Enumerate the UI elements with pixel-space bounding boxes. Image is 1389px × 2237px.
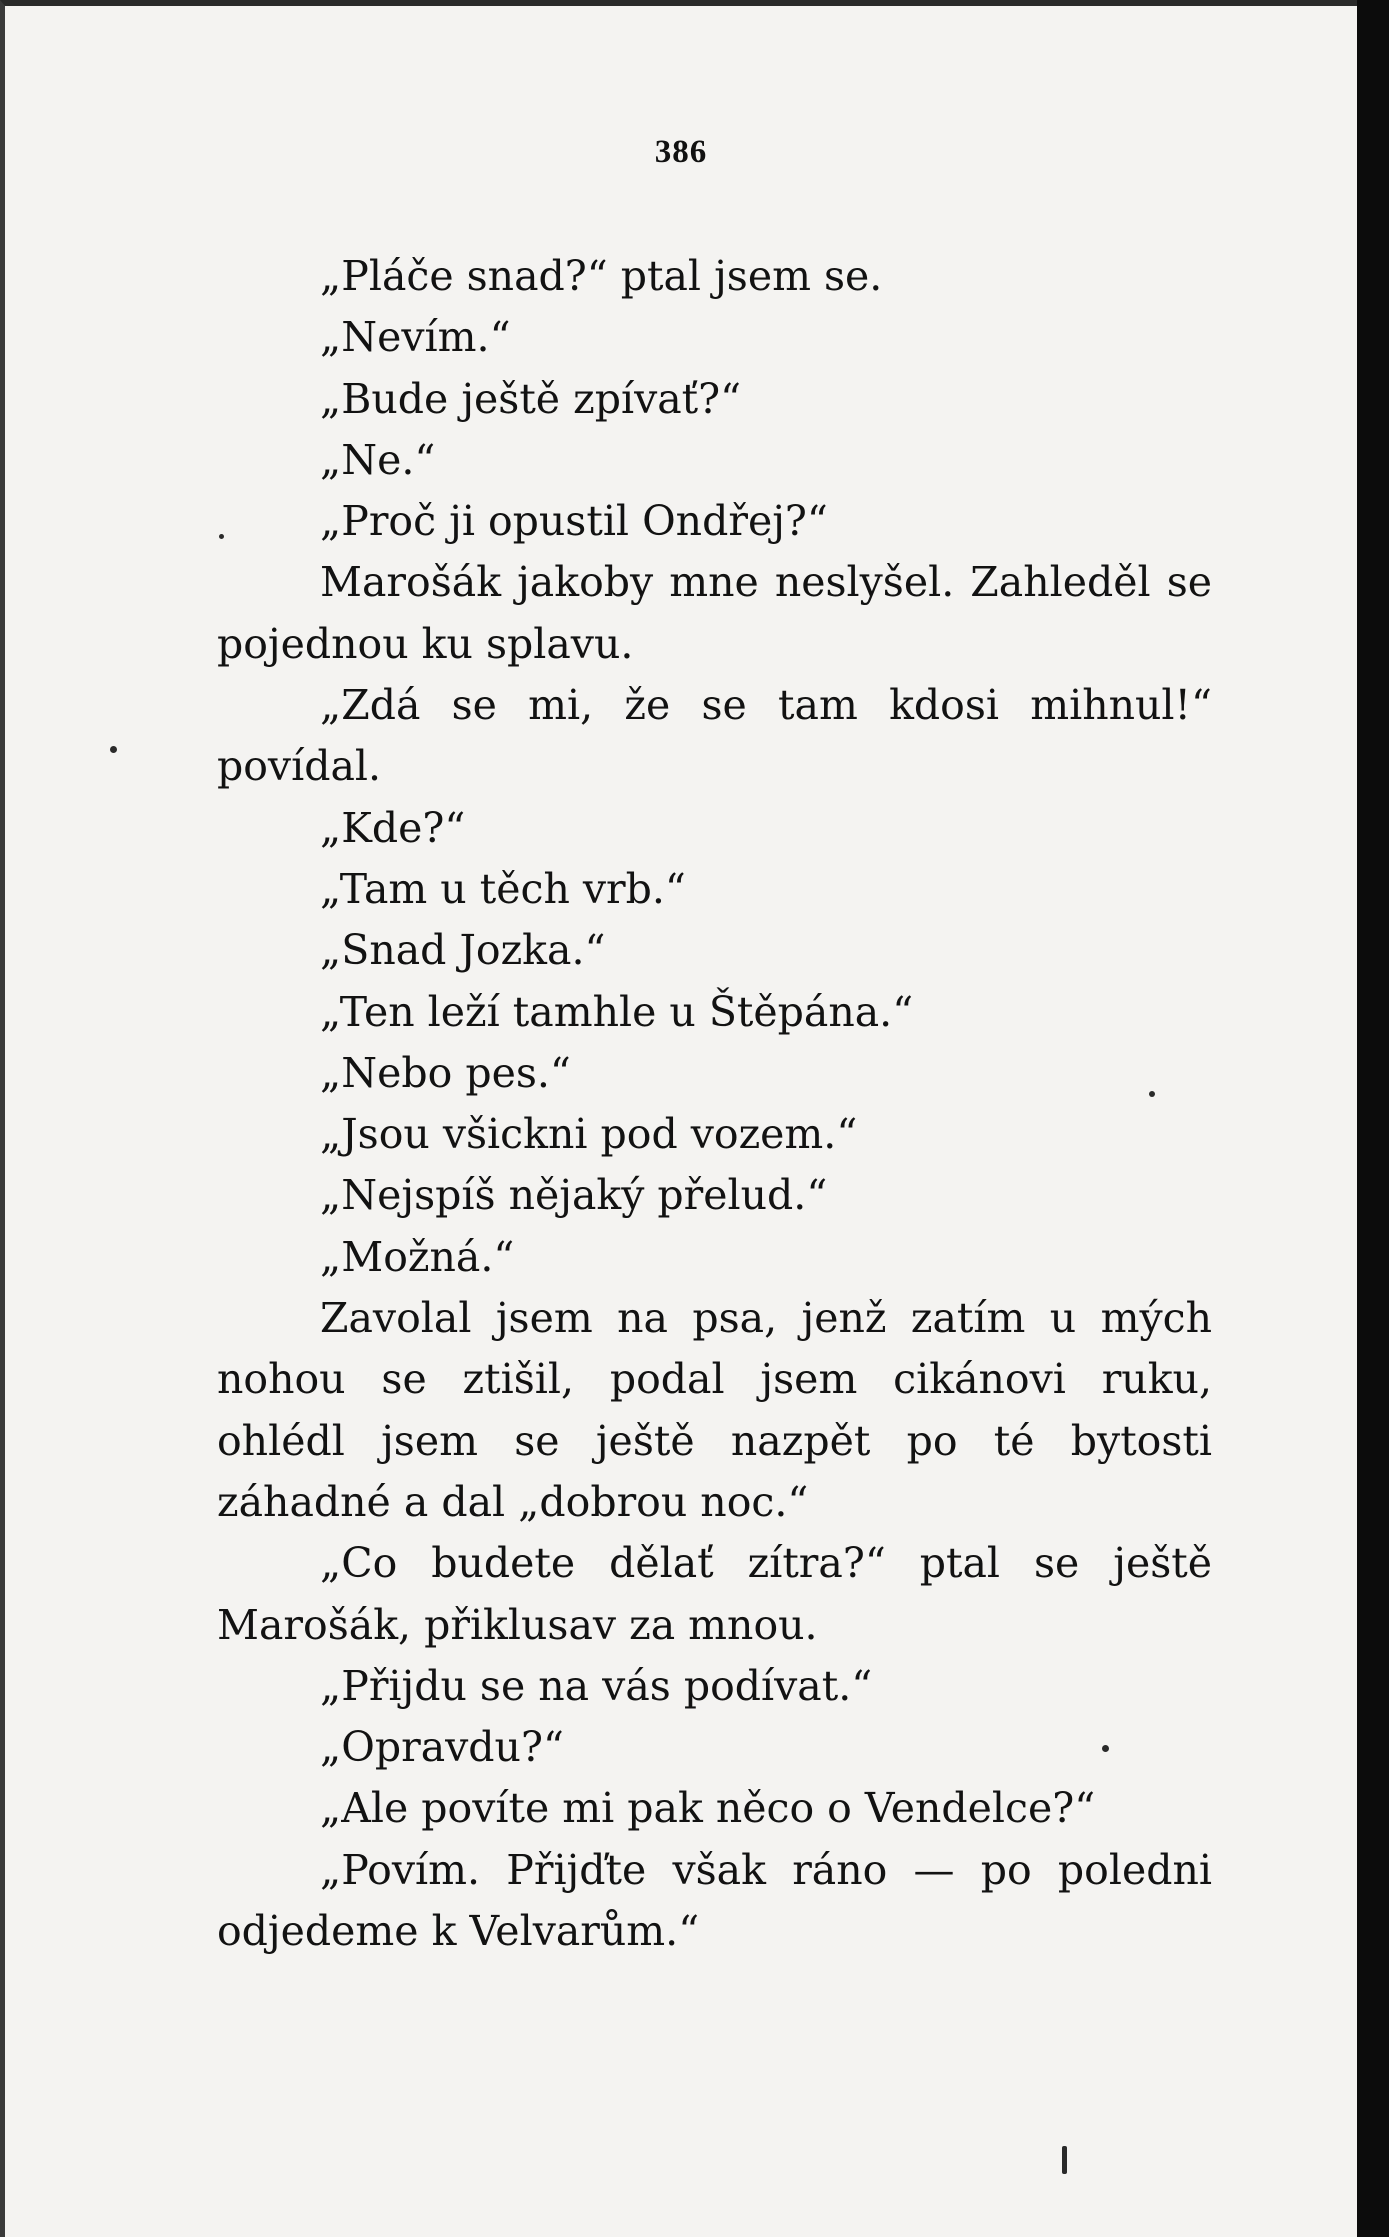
paragraph: „Pláče snad?“ ptal jsem se. bbox=[320, 252, 883, 300]
page-text bbox=[217, 246, 1212, 1962]
scan-speck bbox=[1149, 1091, 1155, 1097]
paragraph: „Povím. Přijďte však ráno — po poledni odjedeme k Velvarům.“ bbox=[217, 1845, 1212, 1956]
paragraph: „Možná.“ bbox=[320, 1232, 515, 1281]
scan-speck bbox=[1062, 2146, 1067, 2174]
paragraph: „Tam u těch vrb.“ bbox=[320, 864, 686, 913]
paragraph: „Opravdu?“ bbox=[320, 1723, 564, 1772]
page-number: 386 bbox=[654, 134, 708, 170]
paragraph: „Jsou všickni pod vozem.“ bbox=[320, 1110, 858, 1159]
paragraph: „Kde?“ bbox=[320, 803, 466, 852]
paragraph: „Co budete dělať zítra?“ ptal se ještě Marošák, přiklusav za mnou. bbox=[217, 1539, 1212, 1649]
paragraph: Marošák jakoby mne neslyšel. Zahleděl se pojednou ku splavu. bbox=[217, 558, 1212, 668]
scan-speck bbox=[110, 746, 117, 753]
paragraph: „Ale povíte mi pak něco o Vendelce?“ bbox=[320, 1784, 1096, 1833]
paragraph: „Ne.“ bbox=[320, 435, 436, 484]
paragraph: „Proč ji opustil Ondřej?“ bbox=[320, 497, 828, 546]
paragraph: „Ten leží tamhle u Štěpána.“ bbox=[320, 987, 914, 1036]
paragraph: Zavolal jsem na psa, jenž zatím u mých nohou se ztišil, podal jsem cikánovi ruku, ohlédl jsem se ještě nazpět po té bytosti záhadné a dal „dobrou noc.“ bbox=[217, 1294, 1212, 1526]
paragraph: „Nejspíš nějaký přelud.“ bbox=[320, 1171, 828, 1220]
paragraph: „Nevím.“ bbox=[320, 313, 511, 362]
paragraph: „Zdá se mi, že se tam kdosi mihnul!“ povídal. bbox=[217, 681, 1212, 791]
paragraph: „Přijdu se na vás podívat.“ bbox=[320, 1661, 873, 1710]
paragraph: „Snad Jozka.“ bbox=[320, 926, 606, 975]
scan-speck bbox=[219, 534, 224, 539]
scan-speck bbox=[1102, 1745, 1109, 1752]
paragraph: „Nebo pes.“ bbox=[320, 1048, 571, 1097]
scan-page-edge bbox=[1357, 0, 1389, 2237]
paragraph: „Bude ještě zpívať?“ bbox=[320, 374, 742, 423]
